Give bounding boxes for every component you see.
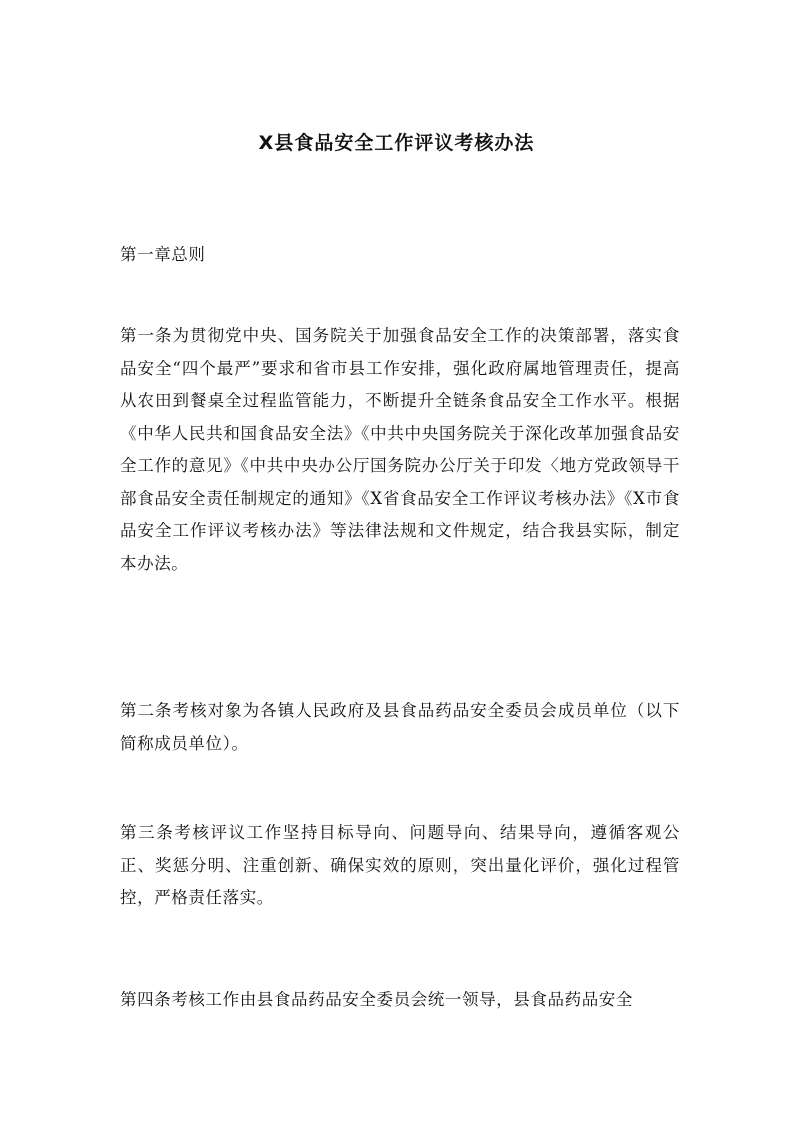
paragraph-article-3: 第三条考核评议工作坚持目标导向、问题导向、结果导向，遵循客观公正、奖惩分明、注重创新、确保实效的原则，突出量化评价，强化过程管控，严格责任落实。 — [120, 823, 680, 907]
chapter-heading: 第一章总则 — [120, 245, 206, 264]
document-title: X县食品安全工作评议考核办法 — [258, 132, 535, 154]
paragraph-article-4: 第四条考核工作由县食品药品安全委员会统一领导，县食品药品安全 — [120, 990, 633, 1009]
paragraph-article-2: 第二条考核对象为各镇人民政府及县食品药品安全委员会成员单位（以下简称成员单位）。 — [120, 701, 680, 753]
paragraph-article-1: 第一条为贯彻党中央、国务院关于加强食品安全工作的决策部署，落实食品安全“四个最严”要求和省市县工作安排，强化政府属地管理责任，提高从农田到餐桌全过程监管能力，不断提升全链条食品安全工作水平。根据《中华人民共和国食品安全法》《中共中央国务院关于深化改革加强食品安全工作的意见》《中共中央办公厅国务院办公厅关于印发〈地方党政领导干部食品安全责任制规定的通知》《X省食品安全工作评议考核办法》《X市食品安全工作评议考核办法》等法律法规和文件规定，结合我县实际，制定本办法。 — [120, 326, 680, 573]
